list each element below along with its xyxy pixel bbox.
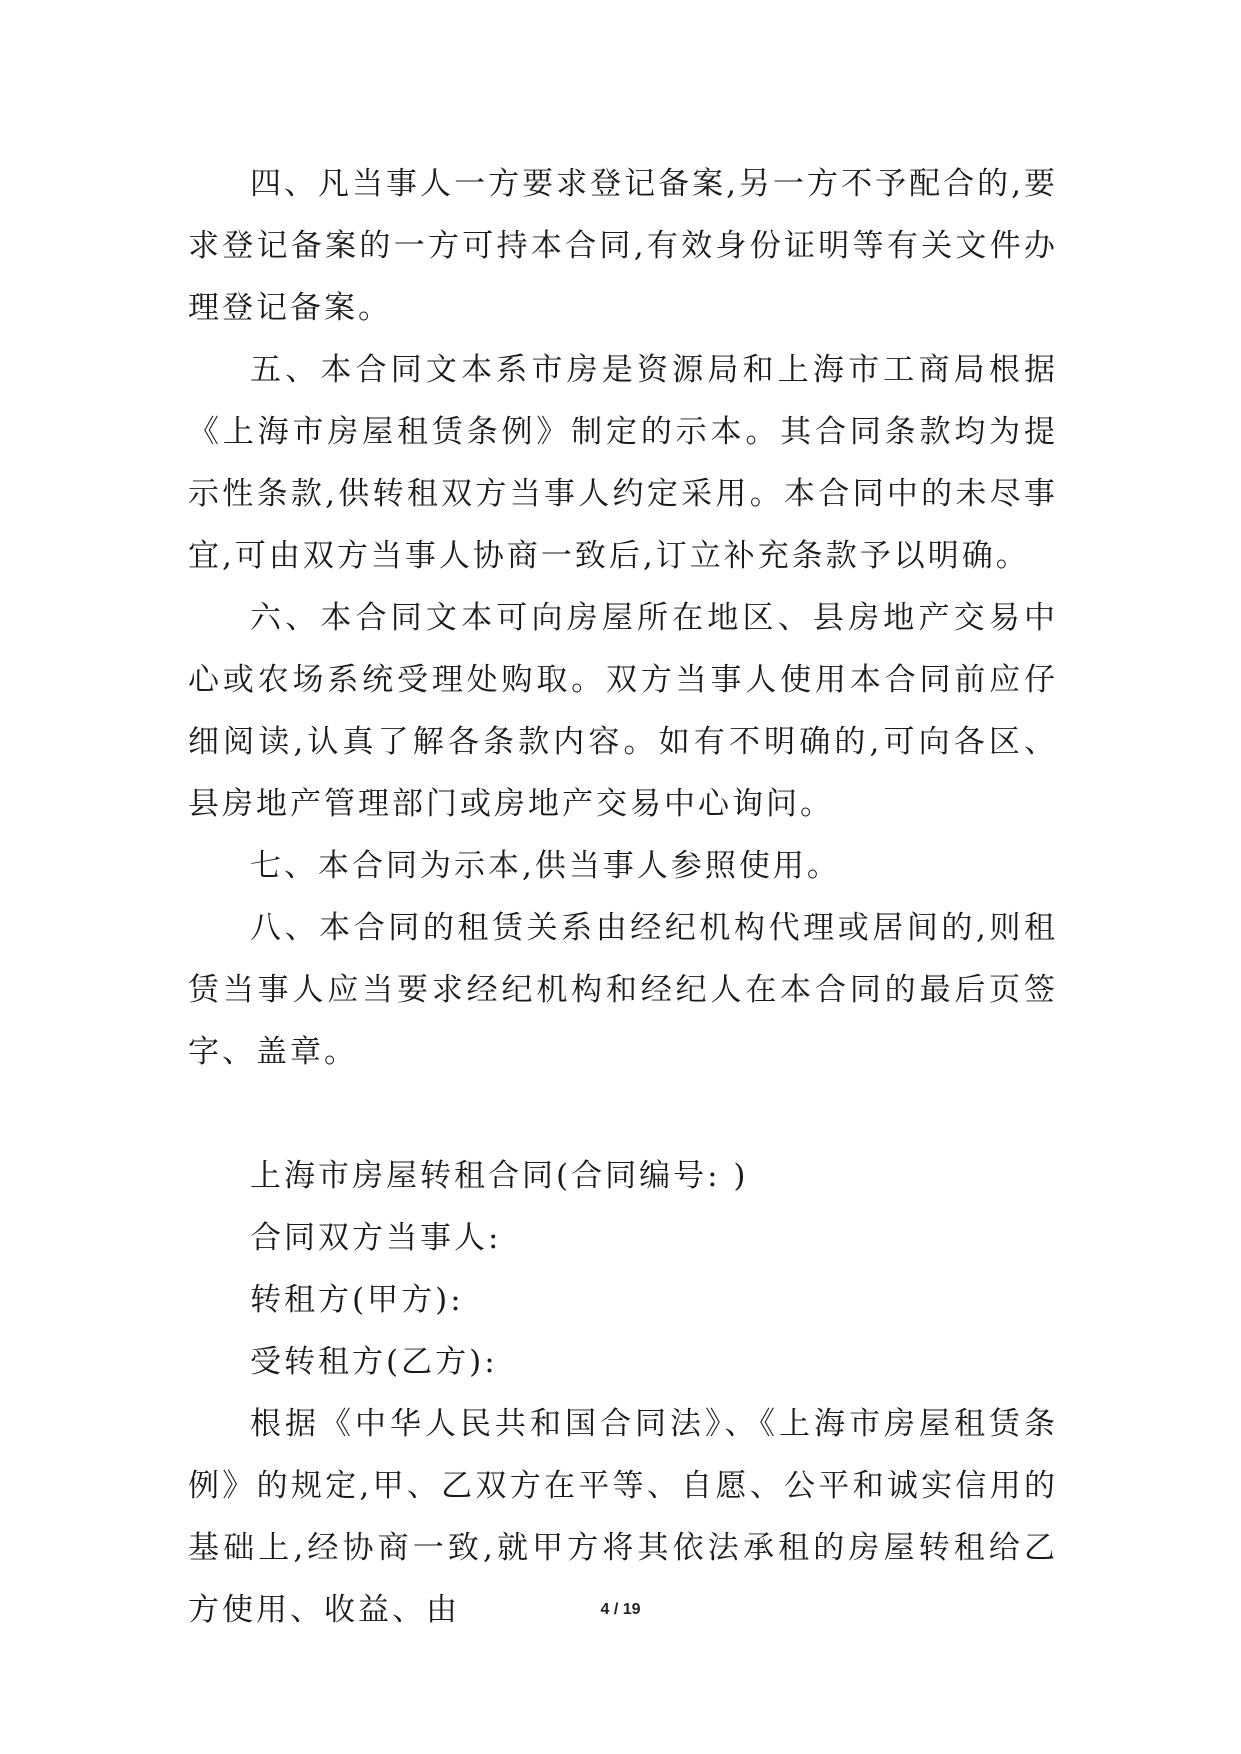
document-body [188, 153, 1058, 1641]
clause-4: 四、凡当事人一方要求登记备案,另一方不予配合的,要求登记备案的一方可持本合同,有效身份证明等有关文件办理登记备案。 [188, 166, 1058, 326]
clause-6: 六、本合同文本可向房屋所在地区、县房地产交易中心或农场系统受理处购取。双方当事人使用本合同前应仔细阅读,认真了解各条款内容。如有不明确的,可向各区、县房地产管理部门或房地产交易中心询问。 [188, 600, 1058, 822]
contract-title: 上海市房屋转租合同(合同编号: ) [250, 1158, 749, 1194]
party-b-line: 受转租方(乙方): [250, 1344, 498, 1380]
party-a-line: 转租方(甲方): [250, 1282, 464, 1318]
page-number: 4 / 19 [600, 1601, 641, 1618]
section-gap [188, 1083, 1058, 1145]
clause-8: 八、本合同的租赁关系由经纪机构代理或居间的,则租赁当事人应当要求经纪机构和经纪人在本合同的最后页签字、盖章。 [188, 910, 1058, 1070]
clause-7: 七、本合同为示本,供当事人参照使用。 [250, 848, 841, 884]
clause-5: 五、本合同文本系市房是资源局和上海市工商局根据《上海市房屋租赁条例》制定的示本。其合同条款均为提示性条款,供转租双方当事人约定采用。本合同中的未尽事宜,可由双方当事人协商一致后,订立补充条款予以明确。 [188, 352, 1058, 574]
parties-heading: 合同双方当事人: [250, 1220, 502, 1256]
basis-paragraph: 根据《中华人民共和国合同法》、《上海市房屋租赁条例》的规定,甲、乙双方在平等、自愿、公平和诚实信用的基础上,经协商一致,就甲方将其依法承租的房屋转租给乙方使用、收益、由 [188, 1406, 1058, 1628]
